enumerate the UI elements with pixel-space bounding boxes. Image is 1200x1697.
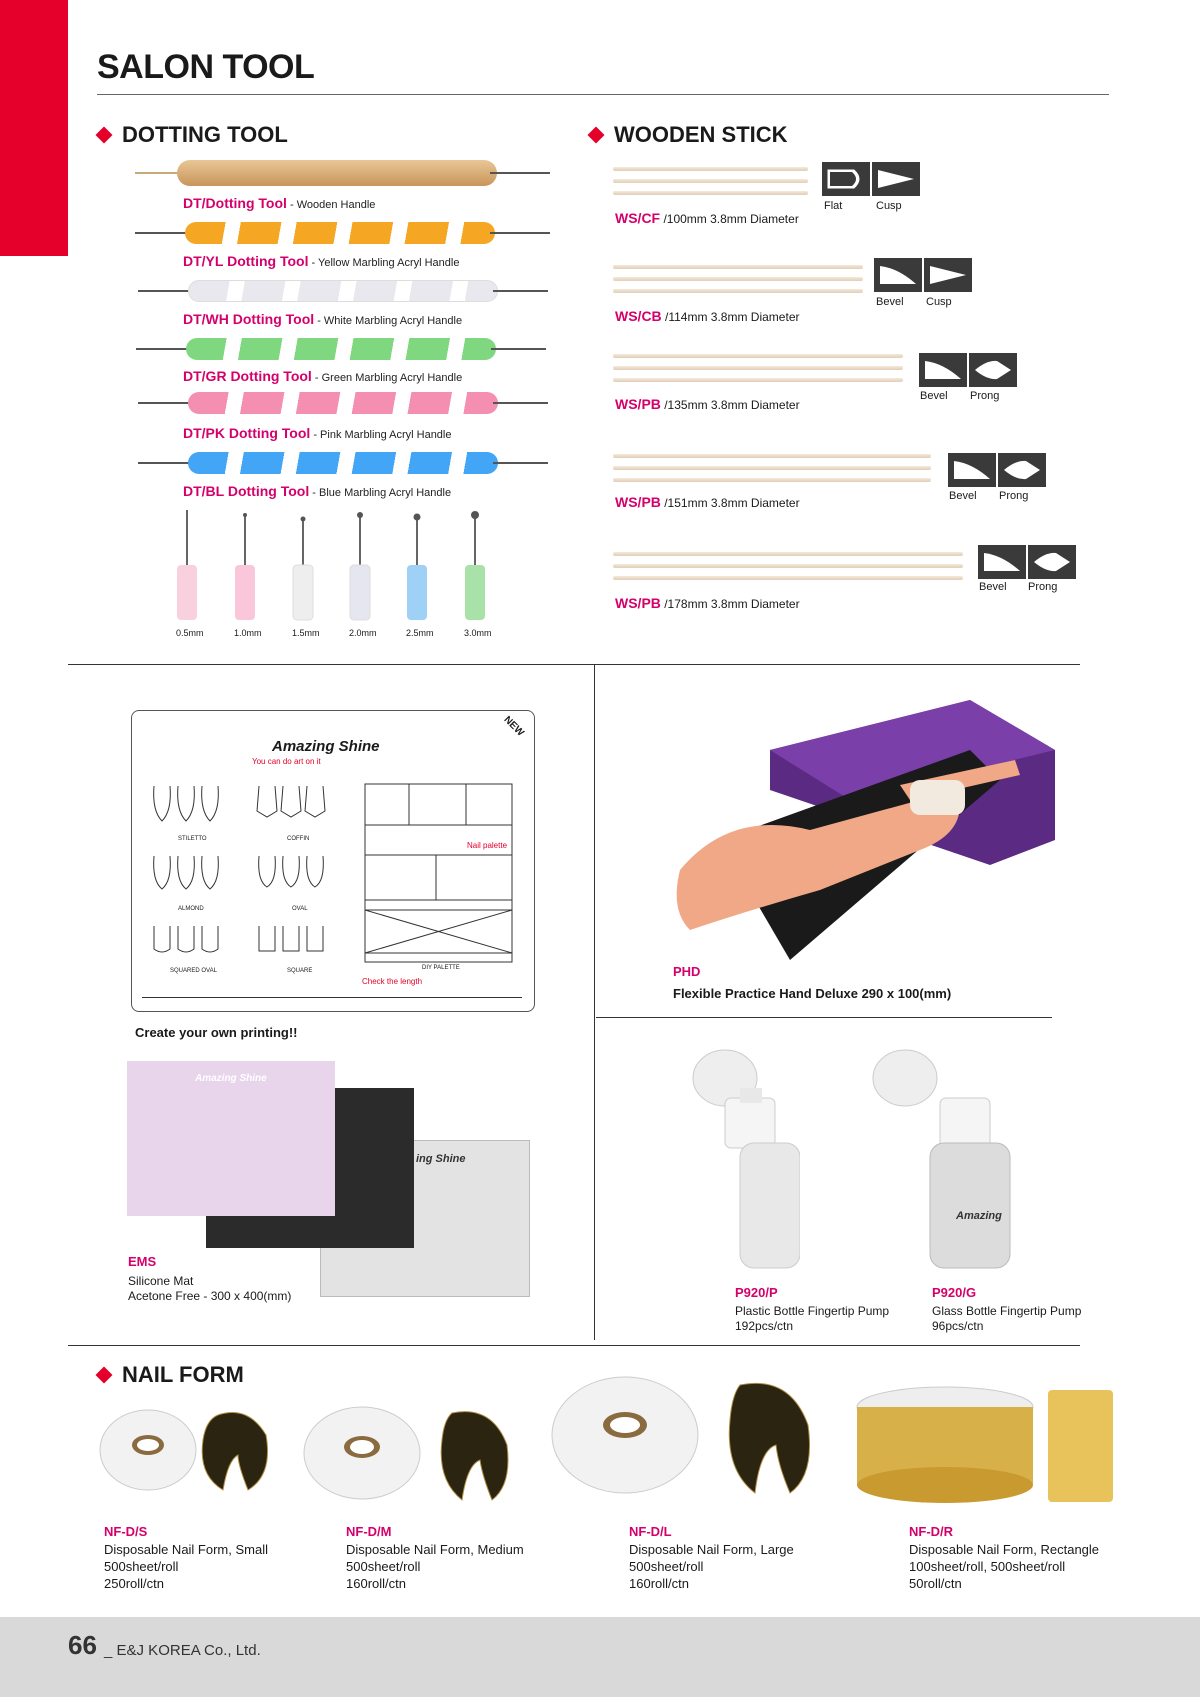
wooden-stick-image: [613, 352, 903, 388]
wooden-stick-label: WS/PB /178mm 3.8mm Diameter: [615, 595, 800, 611]
wooden-stick-heading-text: WOODEN STICK: [614, 122, 788, 147]
product-description: Disposable Nail Form, Large: [629, 1542, 794, 1557]
shape-label: SQUARE: [287, 968, 313, 974]
nail-form-large-image: [550, 1375, 820, 1500]
product-description: Plastic Bottle Fingertip Pump: [735, 1304, 890, 1318]
tip-caption: Prong: [1028, 581, 1058, 593]
white-dotting-tool-image: [138, 280, 548, 302]
dotting-tool-heading-text: DOTTING TOOL: [122, 122, 288, 147]
length-note: Check the length: [362, 977, 423, 986]
product-code: NF-D/R: [909, 1524, 954, 1539]
product-code: NF-D/M: [346, 1524, 392, 1539]
palette-note: Nail palette: [467, 841, 508, 850]
diy-palette-label: DIY PALETTE: [422, 965, 460, 971]
tip-caption: Prong: [970, 390, 1000, 402]
red-side-tab: [0, 0, 68, 256]
prong-tip-icon: [1028, 545, 1076, 579]
dotting-tool-heading: [98, 122, 288, 148]
tip-caption: Cusp: [876, 200, 902, 212]
wooden-stick-image: [613, 550, 963, 586]
wooden-stick-image: [613, 263, 863, 299]
practice-hand-image: [670, 690, 1060, 965]
shape-label: COFFIN: [287, 836, 310, 842]
diamond-bullet-icon: [96, 1367, 113, 1384]
nail-form-heading: [98, 1362, 244, 1388]
new-badge: NEW: [501, 714, 526, 739]
product-description: Acetone Free - 300 x 400(mm): [128, 1289, 292, 1303]
product-code: P920/G: [932, 1285, 977, 1300]
green-dotting-tool-image: [136, 338, 546, 360]
title-divider: [97, 94, 1109, 95]
tip-caption: Bevel: [876, 296, 904, 308]
product-description: Flexible Practice Hand Deluxe 290 x 100(mm): [673, 986, 952, 1001]
tip-icons: [948, 453, 1046, 487]
bevel-tip-icon: [874, 258, 922, 292]
company-name: _ E&J KOREA Co., Ltd.: [104, 1642, 261, 1659]
product-code: NF-D/S: [104, 1524, 148, 1539]
wooden-stick-label: WS/CF /100mm 3.8mm Diameter: [615, 210, 799, 226]
product-description: 100sheet/roll, 500sheet/roll: [909, 1559, 1066, 1574]
glass-pump-bottle-image: [870, 1048, 1030, 1273]
pink-mat-image: Amazing Shine: [127, 1061, 335, 1216]
brand-logo: Amazing Shine: [272, 738, 380, 755]
dotting-tool-gr-label: DT/GR Dotting Tool - Green Marbling Acryl Handle: [183, 368, 463, 384]
product-code: EMS: [128, 1254, 157, 1269]
cusp-tip-icon: [872, 162, 920, 196]
tip-size-label: 1.5mm: [292, 628, 320, 638]
tip-size-label: 2.0mm: [349, 628, 377, 638]
nail-form-small-image: [98, 1405, 273, 1495]
product-description: 160roll/ctn: [346, 1576, 406, 1591]
tip-caption: Bevel: [979, 581, 1007, 593]
product-description: 96pcs/ctn: [932, 1319, 984, 1333]
dotting-tool-label: DT/Dotting Tool - Wooden Handle: [183, 195, 376, 211]
product-description: 192pcs/ctn: [735, 1319, 794, 1333]
product-description: 500sheet/roll: [104, 1559, 179, 1574]
diamond-bullet-icon: [588, 127, 605, 144]
product-description: Glass Bottle Fingertip Pump: [932, 1304, 1082, 1318]
flat-tip-icon: [822, 162, 870, 196]
cusp-tip-icon: [924, 258, 972, 292]
plastic-pump-bottle-image: [690, 1048, 800, 1273]
tip-size-label: 0.5mm: [176, 628, 204, 638]
page-number: 66: [68, 1630, 97, 1660]
product-description: Disposable Nail Form, Medium: [346, 1542, 524, 1557]
tip-size-label: 1.0mm: [234, 628, 262, 638]
wooden-dotting-tool-image: [135, 160, 550, 190]
pink-dotting-tool-image: [138, 392, 548, 414]
nail-form-heading-text: NAIL FORM: [122, 1362, 244, 1387]
shape-label: STILETTO: [178, 836, 207, 842]
tip-caption: Cusp: [926, 296, 952, 308]
art-note: You can do art on it: [252, 757, 321, 766]
shape-label: OVAL: [292, 906, 308, 912]
product-description: 500sheet/roll: [346, 1559, 421, 1574]
tip-caption: Bevel: [920, 390, 948, 402]
product-description: Disposable Nail Form, Small: [104, 1542, 268, 1557]
blue-dotting-tool-image: [138, 452, 548, 474]
bottle-brand-text: Amazing: [956, 1210, 1002, 1222]
tip-caption: Prong: [999, 490, 1029, 502]
product-code: P920/P: [735, 1285, 778, 1300]
section-divider: [68, 1345, 1080, 1346]
tip-icons: [874, 258, 972, 292]
wooden-stick-label: WS/PB /135mm 3.8mm Diameter: [615, 396, 800, 412]
nail-form-medium-image: [302, 1405, 517, 1505]
bevel-tip-icon: [919, 353, 967, 387]
prong-tip-icon: [998, 453, 1046, 487]
diamond-bullet-icon: [96, 127, 113, 144]
wooden-stick-label: WS/PB /151mm 3.8mm Diameter: [615, 494, 800, 510]
product-description: 500sheet/roll: [629, 1559, 704, 1574]
section-divider-vertical: [594, 664, 595, 1340]
dotting-tool-wh-label: DT/WH Dotting Tool - White Marbling Acryl Handle: [183, 311, 463, 327]
tip-icons: [978, 545, 1076, 579]
white-mat-image: ing Shine: [320, 1140, 530, 1297]
silicone-mat-illustration: [131, 710, 535, 1012]
product-description: Disposable Nail Form, Rectangle: [909, 1542, 1100, 1557]
tip-icons: [822, 162, 920, 196]
tip-caption: Flat: [824, 200, 843, 212]
tip-size-label: 3.0mm: [464, 628, 492, 638]
product-description: Silicone Mat: [128, 1274, 194, 1288]
ruler-line: [142, 997, 522, 998]
shape-label: ALMOND: [178, 906, 204, 912]
wooden-stick-image: [613, 165, 808, 201]
product-description: 50roll/ctn: [909, 1576, 962, 1591]
tip-size-label: 2.5mm: [406, 628, 434, 638]
dotting-tip-sizes: [170, 505, 510, 635]
dotting-tool-bl-label: DT/BL Dotting Tool - Blue Marbling Acryl Handle: [183, 483, 452, 499]
section-divider: [596, 1017, 1052, 1018]
bevel-tip-icon: [948, 453, 996, 487]
product-description: 160roll/ctn: [629, 1576, 689, 1591]
wooden-stick-heading: [590, 122, 788, 148]
tip-icons: [919, 353, 1017, 387]
yellow-dotting-tool-image: [135, 222, 550, 244]
create-printing-text: Create your own printing!!: [135, 1025, 298, 1040]
prong-tip-icon: [969, 353, 1017, 387]
section-divider: [68, 664, 1080, 665]
bevel-tip-icon: [978, 545, 1026, 579]
dotting-tool-pk-label: DT/PK Dotting Tool - Pink Marbling Acryl Handle: [183, 425, 452, 441]
wooden-stick-image: [613, 452, 931, 488]
nail-form-rectangle-image: [855, 1385, 1115, 1505]
product-description: 250roll/ctn: [104, 1576, 164, 1591]
wooden-stick-label: WS/CB /114mm 3.8mm Diameter: [615, 308, 800, 324]
shape-label: SQUARED OVAL: [170, 968, 217, 974]
dotting-tool-yl-label: DT/YL Dotting Tool - Yellow Marbling Acryl Handle: [183, 253, 460, 269]
tip-caption: Bevel: [949, 490, 977, 502]
product-code: PHD: [673, 964, 701, 979]
page-title: SALON TOOL: [97, 48, 315, 86]
product-code: NF-D/L: [629, 1524, 672, 1539]
